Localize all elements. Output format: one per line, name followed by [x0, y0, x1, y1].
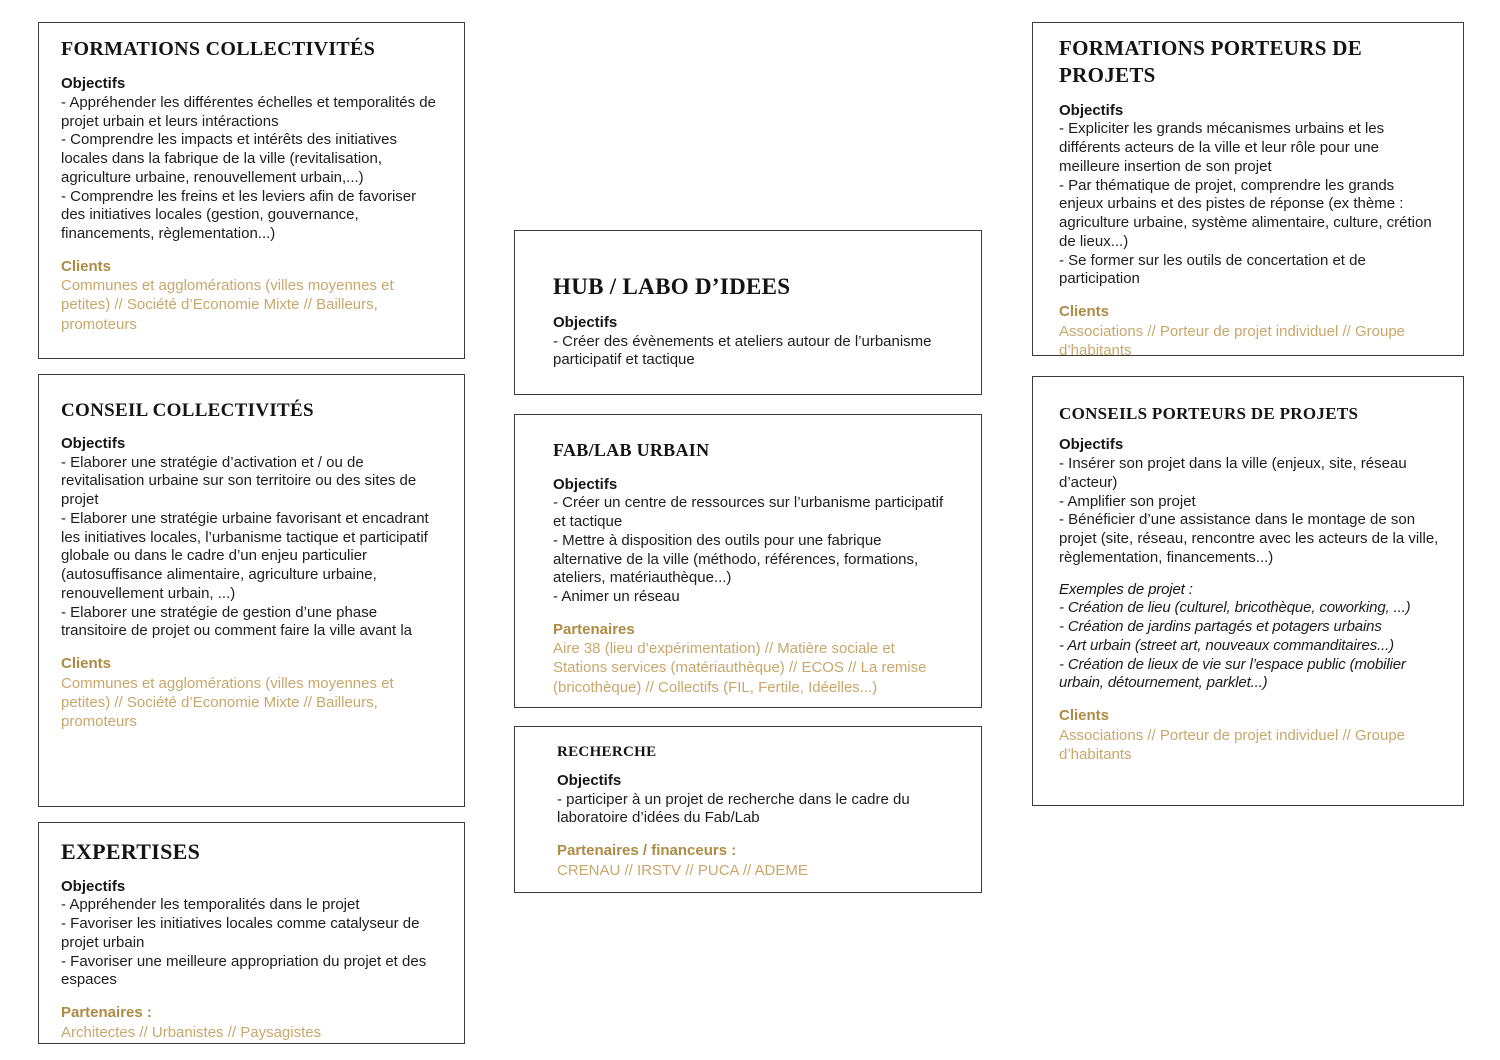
card-title: FAB/LAB URBAIN — [553, 440, 710, 460]
objectifs-list — [61, 896, 444, 990]
card-title: EXPERTISES — [61, 839, 201, 864]
objective-item: - Elaborer une stratégie de gestion d’une phase transitoire de projet ou comment faire la ville avant la — [61, 603, 413, 640]
objectifs-label: Objectifs — [557, 771, 622, 789]
card-title: CONSEILS PORTEURS DE PROJETS — [1059, 404, 1359, 423]
card-title: FORMATIONS COLLECTIVITÉS — [61, 38, 376, 60]
objective-item: - Amplifier son projet — [1059, 492, 1196, 510]
objective-item: - Créer un centre de ressources sur l’urbanisme participatif et tactique — [553, 494, 944, 530]
clients-text: Associations // Porteur de projet individuel // Groupe d’habitants — [1059, 322, 1406, 359]
card-title: HUB / LABO D’IDEES — [553, 274, 791, 299]
objective-item: - Se former sur les outils de concertation et de participation — [1059, 251, 1366, 288]
objective-item: - Elaborer une stratégie urbaine favorisant et encadrant les initiatives locales, l’urbanisme tactique et participatif globale ou dans le cadre d’un enjeu particulier (autosuffisance alimentaire, agriculture urbaine, renouvellement urbain, ...) — [61, 509, 429, 602]
clients-label: Clients — [1059, 707, 1110, 724]
objective-item: - Mettre à disposition des outils pour une fabrique alternative de la ville (méthodo, références, formations, ateliers, matériauthèque...) — [553, 531, 919, 587]
card-conseils-porteurs-de-projets — [1032, 376, 1464, 806]
card-title: RECHERCHE — [557, 744, 657, 760]
partenaires-financeurs-text: CRENAU // IRSTV // PUCA // ADEME — [557, 861, 808, 879]
partenaires-text: Architectes // Urbanistes // Paysagistes — [61, 1023, 322, 1041]
objectifs-label: Objectifs — [61, 434, 126, 452]
objective-item: - Créer des évènements et ateliers autour de l’urbanisme participatif et tactique — [553, 332, 932, 369]
objective-item: - Expliciter les grands mécanismes urbains et les différents acteurs de la ville et leur rôle pour une meilleure insertion de son projet — [1059, 120, 1385, 175]
card-recherche — [514, 726, 982, 893]
objectifs-list — [1059, 120, 1439, 289]
objective-item: - Favoriser les initiatives locales comme catalyseur de projet urbain — [61, 915, 420, 951]
partenaires-text: Aire 38 (lieu d’expérimentation) // Matière sociale et Stations services (matériauthèque) // ECOS // La remise (bricothèque) // Collectifs (FIL, Fertile, Idéelles...) — [553, 640, 927, 696]
examples-list — [1059, 599, 1449, 693]
objectifs-label: Objectifs — [61, 877, 126, 895]
objective-item: - Bénéficier d’une assistance dans le montage de son projet (site, réseau, rencontre avec les acteurs de la ville, règlementation, financements...) — [1059, 511, 1439, 566]
card-formations-porteurs-de-projets — [1032, 22, 1464, 359]
objective-item: - Insérer son projet dans la ville (enjeux, site, réseau d’acteur) — [1059, 455, 1407, 491]
objective-item: - Animer un réseau — [553, 588, 680, 605]
objective-item: - Comprendre les impacts et intérêts des initiatives locales dans la fabrique de la ville (revitalisation, agriculture urbaine, renouvellement urbain,...) — [61, 131, 397, 186]
objective-item: - Comprendre les freins et les leviers afin de favoriser des initiatives locales (gestion, gouvernance, financements, règlementation...) — [61, 187, 417, 242]
example-item: - Art urbain (street art, nouveaux commanditaires...) — [1059, 636, 1394, 654]
partenaires-label: Partenaires : — [61, 1004, 152, 1021]
objectifs-label: Objectifs — [1059, 436, 1124, 454]
objective-item: - Appréhender les différentes échelles et temporalités de projet urbain et leurs intéractions — [61, 93, 436, 130]
clients-text: Communes et agglomérations (villes moyennes et petites) // Société d’Economie Mixte // Bailleurs, promoteurs — [61, 277, 394, 333]
example-item: - Création de lieux de vie sur l’espace public (mobilier urbain, détournement, parklet...) — [1059, 655, 1406, 692]
clients-label: Clients — [61, 257, 112, 275]
card-hub-labo-idees — [514, 230, 982, 395]
objectifs-list — [61, 94, 444, 244]
objectifs-label: Objectifs — [1059, 101, 1124, 119]
card-title: CONSEIL COLLECTIVITÉS — [61, 400, 314, 421]
card-formations-collectivites — [38, 22, 465, 359]
clients-label: Clients — [61, 655, 112, 672]
examples-label: Exemples de projet : — [1059, 580, 1193, 598]
objective-item: - Favoriser une meilleure appropriation du projet et des espaces — [61, 952, 427, 989]
objectifs-label: Objectifs — [553, 313, 618, 331]
example-item: - Création de lieu (culturel, bricothèque, coworking, ...) — [1059, 599, 1411, 617]
objectifs-list — [553, 494, 953, 607]
clients-text: Communes et agglomérations (villes moyennes et petites) // Société d’Economie Mixte // Bailleurs, promoteurs — [61, 674, 394, 730]
clients-text: Associations // Porteur de projet individuel // Groupe d’habitants — [1059, 726, 1406, 763]
partenaires-financeurs-label: Partenaires / financeurs : — [557, 842, 737, 859]
clients-label: Clients — [1059, 303, 1110, 321]
objectifs-label: Objectifs — [553, 475, 618, 493]
objectifs-list — [61, 454, 446, 642]
objectifs-list — [553, 333, 953, 371]
card-title: FORMATIONS PORTEURS DE PROJETS — [1059, 36, 1362, 88]
partenaires-label: Partenaires — [553, 620, 635, 638]
objective-item: - Appréhender les temporalités dans le projet — [61, 896, 360, 914]
objective-item: - Par thématique de projet, comprendre les grands enjeux urbains et des pistes de réponse (ex thème : agriculture urbaine, système alimentaire, culture, crétion de lieux...) — [1059, 176, 1432, 250]
card-expertises — [38, 822, 465, 1044]
objective-item: - Elaborer une stratégie d’activation et / ou de revitalisation urbaine sur son territoire ou des sites de projet — [61, 453, 417, 508]
objectifs-list — [557, 791, 953, 829]
objectifs-list — [1059, 455, 1449, 568]
objective-item: - participer à un projet de recherche dans le cadre du laboratoire d’idées du Fab/Lab — [557, 790, 910, 827]
card-fablab-urbain — [514, 414, 982, 708]
example-item: - Création de jardins partagés et potagers urbains — [1059, 618, 1382, 635]
card-conseil-collectivites — [38, 374, 465, 807]
objectifs-label: Objectifs — [61, 75, 126, 92]
